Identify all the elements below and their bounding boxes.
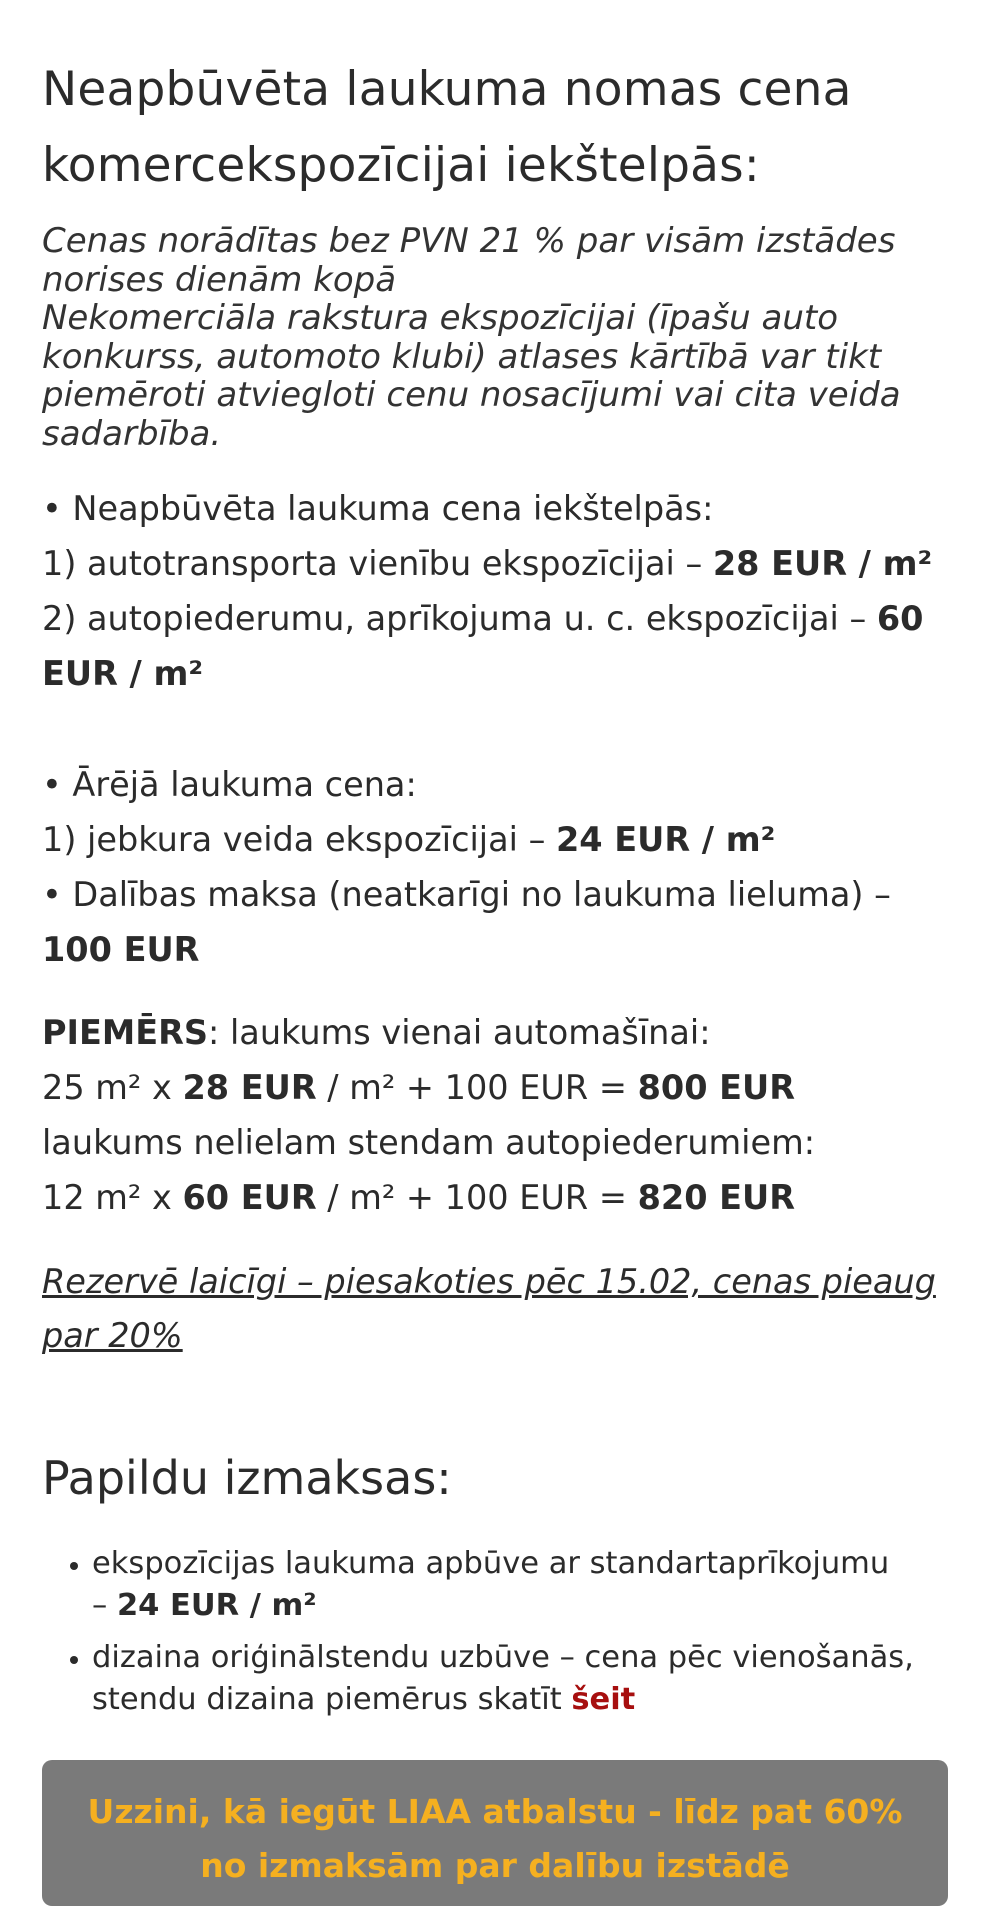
page-title-line1: Neapbūvēta laukuma nomas cena: [42, 62, 852, 117]
example-calc-stand: [42, 1170, 952, 1225]
example-calc-car: [42, 1060, 952, 1115]
early-booking-note: [42, 1255, 952, 1363]
page-title: [42, 52, 922, 204]
liaa-support-line2: no izmaksām par dalību izstādē: [200, 1846, 790, 1885]
note-line: konkurss, automoto klubi) atlases kārtībā var tikt: [42, 336, 882, 377]
stand-design-link[interactable]: šeit: [571, 1682, 636, 1717]
participation-fee: • Dalības maksa (neatkarīgi no laukuma lieluma) –: [42, 875, 891, 914]
indoor-item-vehicles-text: 1) autotransporta vienību ekspozīcijai –: [42, 544, 713, 583]
extra-costs-list: [42, 1543, 972, 1731]
indoor-item-accessories: [42, 591, 952, 646]
early-booking-line2: par 20%: [42, 1316, 183, 1355]
calc-rate: 28 EUR: [182, 1068, 317, 1107]
indoor-heading: • Neapbūvēta laukuma cena iekštelpās:: [42, 489, 714, 528]
indoor-item-vehicles: [42, 536, 952, 591]
price-note: [42, 222, 922, 453]
extra-cost-item-dash: –: [92, 1588, 117, 1623]
calc-fee: / m² + 100 EUR =: [316, 1068, 638, 1107]
indoor-item-accessories-price-a: 60: [876, 599, 924, 638]
note-line: piemēroti atviegloti cenu nosacījumi vai cita veida: [42, 375, 901, 415]
outdoor-item-price: 24 EUR / m²: [555, 820, 776, 859]
extra-cost-item-text: ekspozīcijas laukuma apbūve ar standartaprīkojumu: [92, 1546, 890, 1581]
example-section: [42, 1005, 952, 1225]
indoor-item-accessories-cont: [42, 646, 952, 701]
outdoor-item-text: 1) jebkura veida ekspozīcijai –: [42, 820, 556, 859]
calc-rate: 60 EUR: [182, 1178, 317, 1217]
indoor-price-section: [42, 481, 952, 701]
example-stand-heading: laukums nelielam stendam autopiederumiem:: [42, 1123, 816, 1162]
indoor-item-accessories-price-b: EUR / m²: [42, 654, 204, 693]
extra-cost-item: [92, 1543, 972, 1627]
calc-total: 820 EUR: [637, 1178, 796, 1217]
calc-total: 800 EUR: [637, 1068, 796, 1107]
example-label: PIEMĒRS: [42, 1013, 209, 1052]
liaa-support-line1: Uzzini, kā iegūt LIAA atbalstu - līdz pat 60%: [87, 1792, 903, 1831]
note-line: Cenas norādītas bez PVN 21 % par visām izstādes: [42, 221, 896, 261]
note-line: norises dienām kopā: [42, 259, 397, 300]
indoor-item-accessories-text: 2) autopiederumu, aprīkojuma u. c. ekspozīcijai –: [42, 599, 877, 638]
extra-cost-item: [92, 1637, 972, 1721]
liaa-support-button[interactable]: [42, 1760, 948, 1906]
extra-costs-heading: Papildu izmaksas:: [42, 1451, 452, 1505]
note-line: sadarbība.: [42, 413, 222, 454]
outdoor-item: [42, 812, 952, 867]
outdoor-heading: • Ārējā laukuma cena:: [42, 765, 417, 804]
outdoor-price-section: [42, 757, 952, 977]
extra-cost-item-text: dizaina oriģinālstendu uzbūve – cena pēc vienošanās, stendu dizaina piemērus skatīt: [92, 1640, 914, 1717]
calc-fee: / m² + 100 EUR =: [316, 1178, 638, 1217]
calc-area: 25 m² x: [42, 1068, 183, 1107]
calc-area: 12 m² x: [42, 1178, 183, 1217]
example-label-rest: : laukums vienai automašīnai:: [208, 1013, 711, 1052]
indoor-item-vehicles-price: 28 EUR / m²: [712, 544, 933, 583]
participation-fee-price: 100 EUR: [42, 930, 200, 969]
note-line: Nekomerciāla rakstura ekspozīcijai (īpašu auto: [42, 298, 839, 338]
participation-fee-price-line: [42, 922, 952, 977]
page-title-line2: komercekspozīcijai iekštelpās:: [42, 138, 760, 193]
extra-cost-item-price: 24 EUR / m²: [116, 1588, 317, 1623]
early-booking-line1: Rezervē laicīgi – piesakoties pēc 15.02, cenas pieaug: [42, 1262, 936, 1301]
example-heading: [42, 1005, 952, 1060]
